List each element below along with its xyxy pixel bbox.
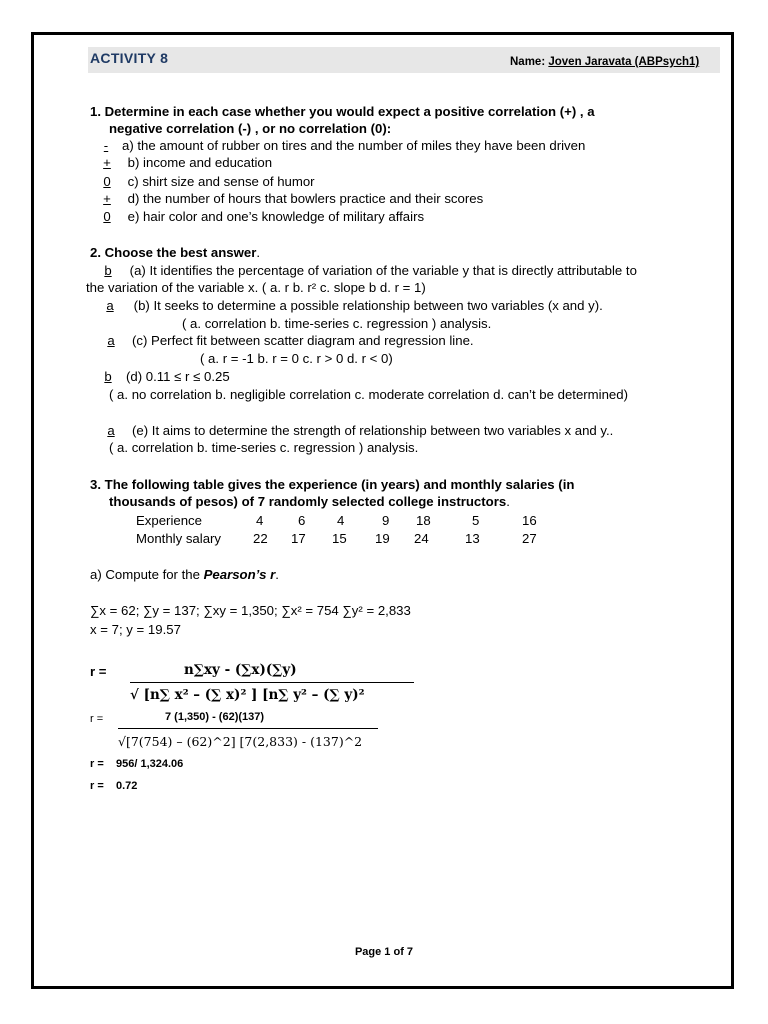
- q1-prompt-line2: negative correlation (-) , or no correlation (0):: [109, 121, 392, 136]
- q1-text-e: e) hair color and one’s knowledge of military affairs: [127, 209, 425, 224]
- q2-a-answer: b: [104, 263, 112, 278]
- step1-fraction-bar: [118, 728, 378, 729]
- table-cell: 4: [337, 513, 345, 528]
- q3-prompt-line2: thousands of pesos) of 7 randomly selected college instructors.: [109, 494, 510, 509]
- q3-prompt-line1: 3. The following table gives the experience (in years) and monthly salaries (in: [90, 477, 575, 492]
- table-cell: 22: [253, 531, 268, 546]
- page-number: Page 1 of 7: [354, 946, 414, 958]
- pearsons-r-label: Pearson’s r: [203, 567, 276, 582]
- step1-numerator: 7 (1,350) - (62)(137): [165, 711, 265, 723]
- table-cell: 24: [414, 531, 429, 546]
- q1-answer-d: +: [103, 191, 111, 206]
- table-cell: 18: [416, 513, 431, 528]
- q1-item-e: [90, 209, 424, 225]
- table-cell: 16: [522, 513, 537, 528]
- name-label: Name:: [510, 56, 549, 68]
- q2-b-line1: [90, 298, 603, 314]
- q1-answer-b: +: [103, 155, 111, 170]
- sums-line2: x = 7; y = 19.57: [90, 622, 181, 637]
- q1-answer-c: 0: [103, 174, 111, 189]
- step1-label: r =: [90, 713, 104, 725]
- table-cell: 4: [256, 513, 264, 528]
- table-cell: 5: [472, 513, 480, 528]
- q1-prompt-line1: 1. Determine in each case whether you would expect a positive correlation (+) , a: [90, 104, 595, 119]
- q2-c-answer: a: [107, 333, 115, 348]
- q1-item-d: [90, 191, 483, 207]
- q2-e-line2: ( a. correlation b. time-series c. regression ) analysis.: [109, 440, 419, 455]
- q2-d-answer: b: [104, 369, 112, 384]
- q1-item-b: [90, 155, 272, 171]
- q3-part-a: a) Compute for the Pearson’s r.: [90, 567, 279, 582]
- q2-c-line1: [90, 333, 474, 349]
- table-cell: 6: [298, 513, 306, 528]
- q2-a-text: (a) It identifies the percentage of variation of the variable y that is directly attributable to: [129, 263, 637, 278]
- formula-numerator: n∑xy - (∑x)(∑y): [184, 662, 297, 678]
- formula-denominator: √ [n∑ x² – (∑ x)² ] [n∑ y² – (∑ y)²: [130, 687, 365, 703]
- q2-e-line1: [90, 423, 613, 439]
- name-value: Joven Jaravata (ABPsych1): [548, 56, 700, 68]
- table-cell: 13: [465, 531, 480, 546]
- name-field: [510, 56, 699, 68]
- q2-b-line2: ( a. correlation b. time-series c. regression ) analysis.: [182, 316, 492, 331]
- q1-item-a: [90, 138, 585, 154]
- q2-a-line2: the variation of the variable x. ( a. r b. r² c. slope b d. r = 1): [86, 280, 426, 295]
- step2: r = 956/ 1,324.06: [90, 758, 184, 770]
- q1-text-d: d) the number of hours that bowlers practice and their scores: [127, 191, 484, 206]
- step3-result: r = 0.72: [90, 780, 138, 792]
- part-a-prefix: a) Compute for the: [90, 567, 204, 582]
- sums-line1: ∑x = 62; ∑y = 137; ∑xy = 1,350; ∑x² = 754 ∑y² = 2,833: [90, 603, 411, 618]
- q1-text-b: b) income and education: [127, 155, 273, 170]
- q2-a-line1: [90, 263, 637, 279]
- activity-title: ACTIVITY 8: [90, 50, 169, 66]
- q2-d-line1: [90, 369, 230, 385]
- table-cell: 15: [332, 531, 347, 546]
- q1-answer-a: -: [103, 138, 109, 153]
- table-row2-label: Monthly salary: [136, 531, 222, 546]
- table-cell: 9: [382, 513, 390, 528]
- q1-text-a: a) the amount of rubber on tires and the number of miles they have been driven: [122, 138, 586, 153]
- q1-text-c: c) shirt size and sense of humor: [127, 174, 315, 189]
- table-cell: 27: [522, 531, 537, 546]
- q1-item-c: [90, 174, 315, 190]
- q2-d-line2: ( a. no correlation b. negligible correlation c. moderate correlation d. can’t be determined): [109, 387, 628, 402]
- q2-prompt: 2. Choose the best answer.: [90, 245, 261, 260]
- formula-r-label: r =: [90, 664, 107, 679]
- q2-c-text: (c) Perfect fit between scatter diagram and regression line.: [132, 333, 474, 348]
- table-cell: 17: [291, 531, 306, 546]
- formula-fraction-bar: [130, 682, 414, 683]
- q1-answer-e: 0: [103, 209, 111, 224]
- q2-e-text: (e) It aims to determine the strength of relationship between two variables x and y..: [132, 423, 614, 438]
- table-cell: 19: [375, 531, 390, 546]
- table-row1-label: Experience: [136, 513, 202, 528]
- q2-e-answer: a: [107, 423, 115, 438]
- q2-b-answer: a: [106, 298, 114, 313]
- step1-denominator: √[7(754) – (62)^2] [7(2,833) - (137)^2: [118, 734, 363, 749]
- q2-c-line2: ( a. r = -1 b. r = 0 c. r > 0 d. r < 0): [200, 351, 393, 366]
- q2-b-text: (b) It seeks to determine a possible relationship between two variables (x and y).: [133, 298, 603, 313]
- q2-d-text: (d) 0.11 ≤ r ≤ 0.25: [126, 369, 230, 384]
